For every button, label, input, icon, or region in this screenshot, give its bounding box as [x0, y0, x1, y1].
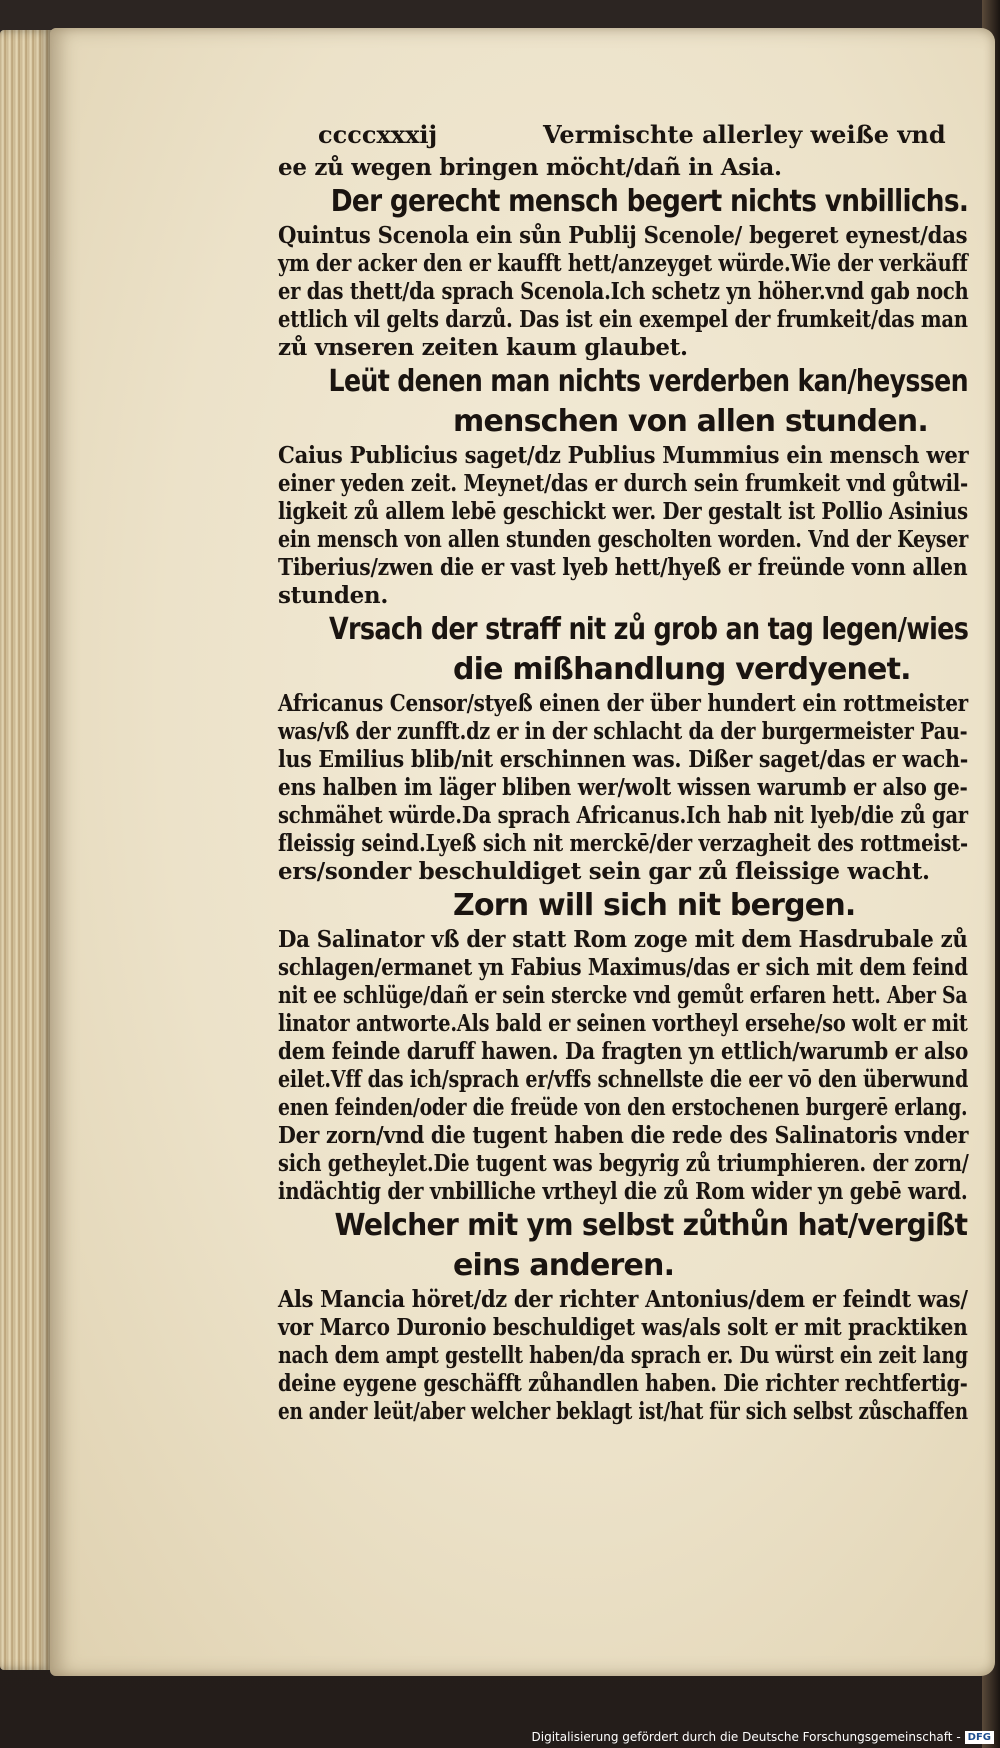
text-line: ettlich vil gelts darzů. Das ist ein exempel der frumkeit/das man [278, 306, 968, 333]
section-heading: Der gerecht mensch begert nichts vnbillichs. [330, 184, 969, 219]
text-line: Tiberius/zwen die er vast lyeb hett/hyeß er freünde vonn allen [278, 554, 968, 581]
text-line: er das thett/da sprach Scenola.Ich schetz yn höher.vnd gab noch [278, 278, 969, 305]
credit-text: Digitalisierung gefördert durch die Deutsche Forschungsgemeinschaft - [531, 1730, 961, 1744]
text-line: was/vß der zunfft.dz er in der schlacht da der burgermeister Pau- [278, 718, 968, 745]
text-line: ym der acker den er kaufft hett/anzeyget würde.Wie der verkäuff [278, 250, 968, 277]
text-line: Als Mancia höret/dz der richter Antonius/dem er feindt was/ [278, 1286, 968, 1313]
text-line: Der zorn/vnd die tugent haben die rede des Salinatoris vnder [278, 1122, 969, 1149]
page-header [278, 120, 968, 154]
section-heading-continued: die mißhandlung verdyenet. [453, 652, 911, 687]
text-line: ens halben im läger bliben wer/wolt wissen warumb er also ge- [278, 774, 968, 801]
section-heading-continued: eins anderen. [453, 1248, 675, 1283]
text-line: enen feinden/oder die freüde von den erstochenen burgerē erlang. [278, 1094, 968, 1121]
text-line: dem feinde daruff hawen. Da fragten yn ettlich/warumb er also [278, 1038, 969, 1065]
text-line: ers/sonder beschuldiget sein gar zů fleissige wacht. [278, 858, 930, 885]
section-heading-continued: Zorn will sich nit bergen. [453, 888, 856, 923]
text-line: nit ee schlüge/dañ er sein stercke vnd gemůt erfaren hett. Aber Sa [278, 982, 968, 1009]
text-line: einer yeden zeit. Meynet/das er durch sein frumkeit vnd gůtwil- [278, 470, 968, 497]
section-heading: Welcher mit ym selbst zůthůn hat/vergißt [334, 1208, 968, 1243]
text-line: Da Salinator vß der statt Rom zoge mit dem Hasdrubale zů [278, 926, 968, 953]
text-line: sich getheylet.Die tugent was begyrig zů triumphieren. der zorn/ [278, 1150, 969, 1177]
text-line: ligkeit zů allem lebē geschickt wer. Der gestalt ist Pollio Asinius [278, 498, 968, 525]
text-line: en ander leüt/aber welcher beklagt ist/hat für sich selbst zůschaffen [278, 1398, 968, 1425]
text-line: deine eygene geschäfft zůhandlen haben. Die richter rechtfertig- [278, 1370, 968, 1397]
body-text [278, 154, 968, 1426]
text-line: Quintus Scenola ein sůn Publij Scenole/ begeret eynest/das [278, 222, 968, 249]
digitization-credit [532, 1730, 995, 1744]
section-heading: Vrsach der straff nit zů grob an tag legen/wies [328, 612, 969, 647]
section-heading-continued: menschen von allen stunden. [453, 404, 928, 439]
text-line: Caius Publicius saget/dz Publius Mummius ein mensch wer [278, 442, 969, 469]
section-heading: Leüt denen man nichts verderben kan/heyssen [328, 364, 968, 399]
text-line: linator antworte.Als bald er seinen vortheyl ersehe/so wolt er mit [278, 1010, 968, 1037]
dfg-logo: DFG [965, 1731, 994, 1744]
text-line: zů vnseren zeiten kaum glaubet. [278, 334, 688, 361]
text-line: lus Emilius blib/nit erschinnen was. Dißer saget/das er wach- [278, 746, 969, 773]
page-stack-edge [0, 30, 52, 1670]
text-line: nach dem ampt gestellt haben/da sprach er. Du würst ein zeit lang [278, 1342, 968, 1369]
text-line: schlagen/ermanet yn Fabius Maximus/das er sich mit dem feind [278, 954, 968, 981]
text-line: ee zů wegen bringen möcht/dañ in Asia. [278, 154, 782, 181]
folio-number: ccccxxxij [318, 120, 438, 149]
text-line: stunden. [278, 582, 389, 609]
text-line: vor Marco Duronio beschuldiget was/als solt er mit pracktiken [278, 1314, 968, 1341]
text-line: fleissig seind.Lyeß sich nit merckē/der verzagheit des rottmeist- [278, 830, 968, 857]
text-line: Africanus Censor/styeß einen der über hundert ein rottmeister [278, 690, 968, 717]
text-line: schmähet würde.Da sprach Africanus.Ich hab nit lyeb/die zů gar [278, 802, 968, 829]
running-head: Vermischte allerley weiße vnd [543, 120, 946, 149]
text-line: eilet.Vff das ich/sprach er/vffs schnellste die eer vō den überwund [278, 1066, 969, 1093]
text-line: ein mensch von allen stunden gescholten worden. Vnd der Keyser [278, 526, 969, 553]
text-line: indächtig der vnbilliche vrtheyl die zů Rom wider yn gebē ward. [278, 1178, 968, 1205]
page-text-block [278, 120, 968, 1426]
